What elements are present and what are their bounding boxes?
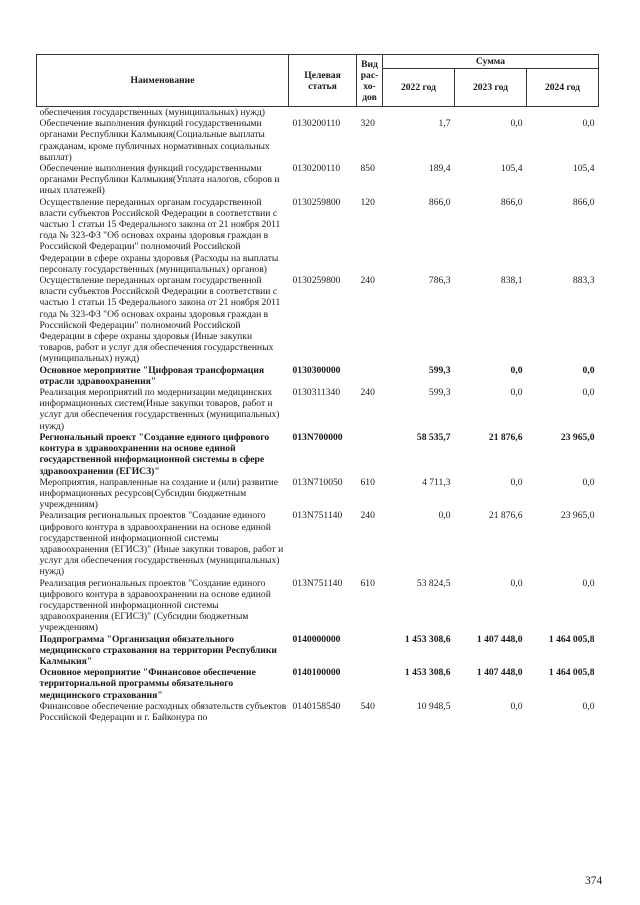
table-body: [37, 107, 599, 724]
row-expense-type: 120: [360, 196, 375, 208]
table-row: [37, 163, 599, 197]
row-amount-2022: 1 453 308,6: [404, 633, 451, 645]
row-target-code: 013N710050: [292, 476, 343, 488]
row-amount-2022: [383, 107, 455, 119]
row-name: Основное мероприятие "Финансовое обеспечение территориальной программы обязательного медицинского страхования": [39, 667, 256, 701]
row-amount-2023: 21 876,6: [488, 431, 523, 443]
row-expense-type: 850: [360, 163, 375, 175]
header-sum: Сумма: [383, 55, 599, 69]
header-target: Целевая статья: [289, 55, 357, 107]
row-amount-2023: 0,0: [510, 364, 523, 376]
row-amount-2024: 0,0: [582, 476, 595, 488]
row-amount-2024: 883,3: [572, 275, 595, 287]
row-amount-2022: 53 824,5: [416, 577, 451, 589]
table-row: [37, 578, 599, 634]
row-target-code: 0130200110: [292, 163, 341, 175]
page-number: 374: [585, 875, 603, 887]
row-expense-type: 320: [360, 118, 375, 130]
table-row: [37, 107, 599, 119]
table-row: [37, 667, 599, 701]
row-name: обеспечения государственных (муниципальных) нужд): [39, 107, 265, 118]
header-name: Наименование: [37, 55, 289, 107]
row-amount-2024: 23 965,0: [560, 431, 595, 443]
row-expense-type: 240: [360, 387, 375, 399]
header-year-2024: 2024 год: [527, 69, 599, 107]
row-amount-2022: 599,3: [428, 387, 451, 399]
row-target-code: 0140100000: [292, 667, 341, 679]
budget-table: [36, 54, 599, 723]
header-row-top: [37, 55, 599, 69]
row-amount-2022: 0,0: [438, 510, 451, 522]
row-amount-2023: 0,0: [510, 476, 523, 488]
header-year-2022: 2022 год: [383, 69, 455, 107]
row-target-code: 0130259800: [292, 196, 341, 208]
row-expense-type: 240: [360, 275, 375, 287]
row-target-code: 013N751140: [292, 577, 343, 589]
row-target-code: 0140000000: [292, 633, 341, 645]
row-name: Финансовое обеспечение расходных обязательств субъектов Российской Федерации и г. Байконура по: [39, 700, 287, 723]
row-name: Подпрограмма "Организация обязательного медицинского страхования на территории Республики Калмыкия": [39, 633, 277, 667]
row-amount-2023: 0,0: [510, 700, 523, 712]
row-expense-type: [357, 365, 383, 387]
table-row: [37, 118, 599, 163]
row-amount-2023: 0,0: [510, 118, 523, 130]
row-amount-2022: 58 535,7: [416, 431, 451, 443]
table-row: [37, 510, 599, 577]
row-target-code: 0130300000: [292, 364, 341, 376]
row-amount-2024: 0,0: [582, 387, 595, 399]
row-expense-type: [357, 432, 383, 477]
row-amount-2024: 866,0: [572, 196, 595, 208]
row-amount-2022: 1 453 308,6: [404, 667, 451, 679]
row-name: Мероприятия, направленные на создание и (или) развитие информационных ресурсов(Субсидии бюджетным учреждениям): [39, 476, 279, 511]
row-expense-type: 540: [360, 700, 375, 712]
row-amount-2024: 0,0: [582, 700, 595, 712]
row-name: Реализация региональных проектов "Создание единого цифрового контура в здравоохранении на основе единой государственной информационной системы здравоохранения (ЕГИСЗ)" (Иные закупки товаров, работ и услуг для обеспечения государственных (муниципальных) нужд): [39, 510, 284, 578]
row-expense-type: [357, 107, 383, 119]
row-amount-2023: 0,0: [510, 577, 523, 589]
row-amount-2022: 4 711,3: [422, 476, 451, 488]
budget-table-container: [36, 54, 598, 723]
row-name: Реализация региональных проектов "Создание единого цифрового контура в здравоохранении на основе единой государственной информационной системы здравоохранения (ЕГИСЗ)" (Субсидии бюджетным учреждениям): [39, 577, 271, 634]
table-row: [37, 432, 599, 477]
row-target-code: 0130311340: [292, 387, 341, 399]
row-name: Основное мероприятие "Цифровая трансформация отрасли здравоохранения": [39, 364, 265, 387]
row-target-code: 013N751140: [292, 510, 343, 522]
row-expense-type: 240: [360, 510, 375, 522]
row-amount-2023: 838,1: [500, 275, 523, 287]
row-amount-2023: 1 407 448,0: [476, 667, 523, 679]
row-expense-type: [357, 634, 383, 668]
table-row: [37, 365, 599, 387]
row-name: Региональный проект "Создание единого цифрового контура в здравоохранении на основе единой государственной информационной системы в сфере здравоохранения (ЕГИСЗ)": [39, 431, 270, 477]
row-amount-2024: 1 464 005,8: [548, 633, 595, 645]
row-amount-2024: 0,0: [582, 577, 595, 589]
table-row: [37, 701, 599, 723]
row-amount-2022: 189,4: [428, 163, 451, 175]
header-vid: Вид рас- хо- дов: [357, 55, 383, 107]
row-amount-2024: 1 464 005,8: [548, 667, 595, 679]
row-expense-type: 610: [360, 476, 375, 488]
row-amount-2024: 105,4: [572, 163, 595, 175]
row-amount-2022: 866,0: [428, 196, 451, 208]
row-amount-2022: 10 948,5: [416, 700, 451, 712]
row-target-code: 013N700000: [292, 431, 343, 443]
row-amount-2024: 0,0: [582, 118, 595, 130]
row-amount-2023: 21 876,6: [488, 510, 523, 522]
row-name: Обеспечение выполнения функций государственными органами Республики Калмыкия(Социальные выплаты гражданам, кроме публичных нормативных социальных выплат): [39, 118, 270, 163]
row-amount-2022: 599,3: [428, 364, 451, 376]
row-amount-2022: 1,7: [438, 118, 451, 130]
row-target-code: 0130259800: [292, 275, 341, 287]
row-amount-2024: 0,0: [582, 364, 595, 376]
row-name: Осуществление переданных органам государственной власти субъектов Российской Федерации в соответствии с частью 1 статьи 15 Федерального закона от 21 ноября 2011 года № 323-ФЗ "Об основах охраны здоровья граждан в Российской Федерации" полномочий Российской Федерации в сфере охраны здоровья (Иные закупки товаров, работ и услуг для обеспечения государственных (муниципальных) нужд): [39, 275, 281, 365]
row-target-code: 0130200110: [292, 118, 341, 130]
row-amount-2023: [455, 107, 527, 119]
header-year-2023: 2023 год: [455, 69, 527, 107]
row-amount-2024: 23 965,0: [560, 510, 595, 522]
table-row: [37, 634, 599, 668]
row-amount-2023: 105,4: [500, 163, 523, 175]
row-name: Обеспечение выполнения функций государственными органами Республики Калмыкия(Уплата налогов, сборов и иных платежей): [39, 163, 280, 197]
row-target-code: 0140158540: [292, 700, 341, 712]
row-amount-2024: [527, 107, 599, 119]
table-row: [37, 197, 599, 275]
table-row: [37, 477, 599, 511]
table-row: [37, 275, 599, 365]
row-expense-type: 610: [360, 577, 375, 589]
table-row: [37, 387, 599, 432]
row-amount-2022: 786,3: [428, 275, 451, 287]
row-amount-2023: 866,0: [500, 196, 523, 208]
row-expense-type: [357, 667, 383, 701]
row-amount-2023: 0,0: [510, 387, 523, 399]
row-name: Осуществление переданных органам государственной власти субъектов Российской Федерации в соответствии с частью 1 статьи 15 Федерального закона от 21 ноября 2011 года № 323-ФЗ "Об основах охраны здоровья граждан в Российской Федерации" полномочий Российской Федерации в сфере охраны здоровья (Расходы на выплаты персоналу государственных (муниципальных) органов): [39, 196, 281, 275]
row-target-code: [289, 107, 357, 119]
row-amount-2023: 1 407 448,0: [476, 633, 523, 645]
row-name: Реализация мероприятий по модернизации медицинских информационных систем(Иные закупки товаров, работ и услуг для обеспечения государственных (муниципальных) нужд): [39, 387, 280, 432]
